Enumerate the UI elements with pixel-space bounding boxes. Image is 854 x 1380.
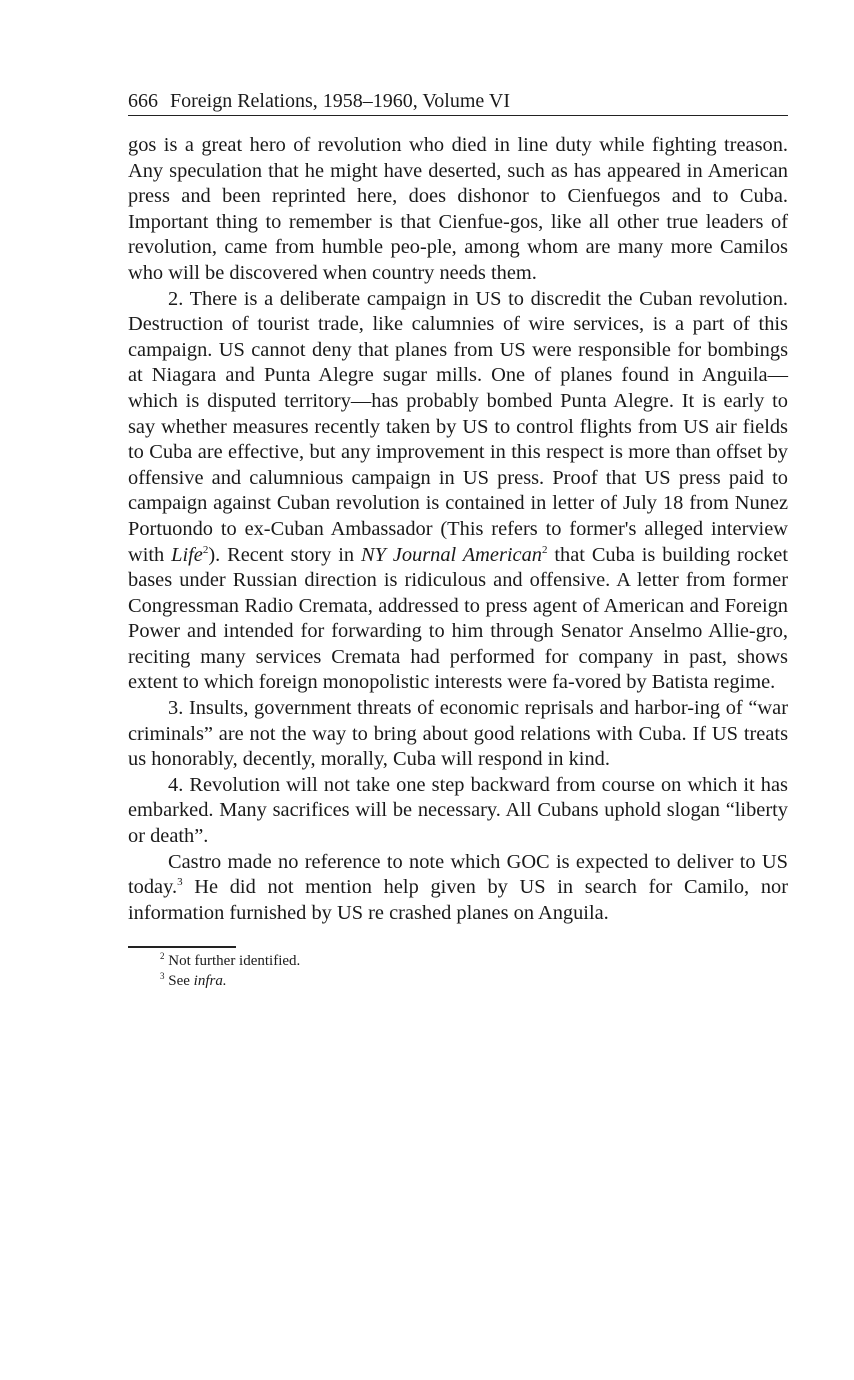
paragraph-continued: gos is a great hero of revolution who died in line duty while fighting treason. Any speculation that he might have deserted, such as has appeared in American press and been reprinted here, does dishonor to Cienfuegos and to Cuba. Important thing to remember is that Cienfue-gos, like all other true leaders of revolution, came from humble peo-ple, among whom are many more Camilos who will be discovered when country needs them. [128,134,788,284]
paragraph-3: 3. Insults, government threats of economic reprisals and harbor-ing of “war criminals” are not the way to bring about good relations with Cuba. If US treats us honorably, decently, morally, Cuba will respond in kind. [128,697,788,771]
paragraph-4: 4. Revolution will not take one step backward from course on which it has embarked. Many sacrifices will be necessary. All Cubans uphold slogan “liberty or death”. [128,773,788,848]
paragraph-5: Castro made no reference to note which GOC is expected to deliver to US today.$^3$ He did not mention help given by US in search for Camilo, nor information furnished by US re crashed planes on Anguila. [128,850,788,924]
body-text [128,133,788,926]
footnote-ref: 2 [202,543,209,556]
paragraph-2: 2. There is a deliberate campaign in US to discredit the Cuban revolution. Destruction of tourist trade, like calumnies of wire services, is a part of this campaign. US cannot deny that planes from US were responsible for bombings at Niagara and Punta Alegre sugar mills. One of planes found in Anguila—which is disputed territory—has probably bombed Punta Alegre. It is early to say whether measures recently taken by US to control flights from US air fields to Cuba are effective, but any improvement in this respect is more than offset by offensive and calumnious campaign in US press. Proof that US press paid to campaign against Cuban revolution is contained in letter of July 18 from Nunez Portuondo to ex-Cuban Ambassador (This refers to former's alleged interview with Life$^2$). Recent story in NY Journal American$^2$ that Cuba is building rocket bases under Russian direction is ridiculous and offensive. A letter from former Congressman Radio Cremata, addressed to press agent of American and Foreign Power and intended for forwarding to him through Senator Anselmo Allie-gro, reciting many services Cremata had performed for company in past, shows extent to which foreign monopolistic interests were fa-vored by Batista regime. [128,287,788,694]
footnote-divider [128,946,236,948]
document-page [128,88,788,991]
footnote-ref: 2 [542,543,548,556]
footnote-item: $^3$ See infra. [160,970,227,989]
footnotes [128,952,788,991]
running-header [128,88,788,116]
footnote-item: $^2$ Not further identified. [160,951,301,970]
italic-ny-journal-american: NY Journal American [360,543,542,566]
italic-life: Life [171,543,203,566]
page-number: 666 [128,90,158,112]
footnote-ref: 3 [177,876,183,889]
header-title: Foreign Relations, 1958–1960, Volume VI [170,90,510,112]
